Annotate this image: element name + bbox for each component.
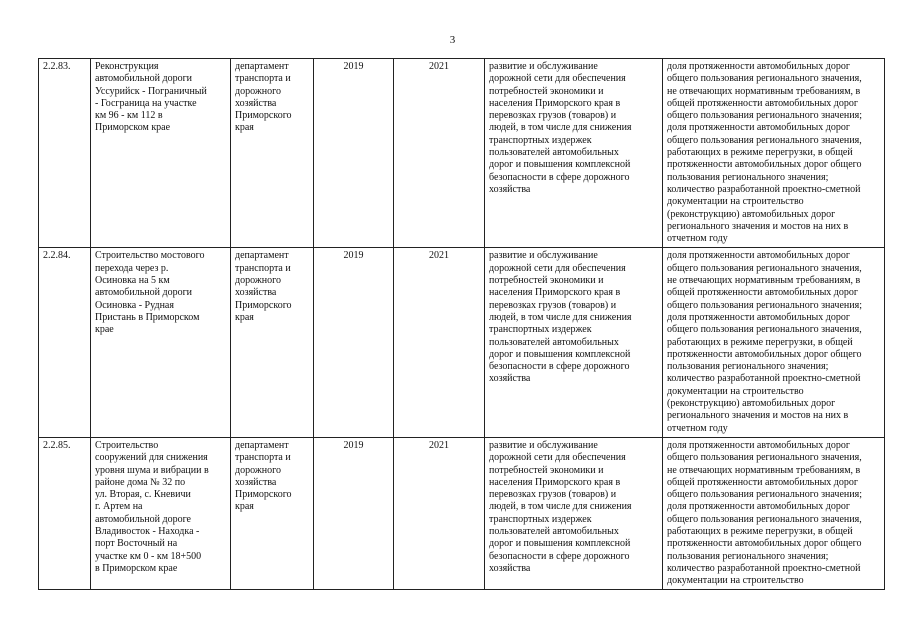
expected-result: развитие и обслуживание дорожной сети для обеспечения потребностей экономики и населения Приморского края в перевозках грузов (товаров) и людей, в том числе для снижения транспортных издержек пользователей автомобильных дорог и повышения комплексной безопасности в сфере дорожного хозяйства [485, 248, 663, 437]
page-number: 3 [449, 34, 456, 46]
end-year: 2021 [394, 437, 485, 590]
end-year: 2021 [394, 248, 485, 437]
start-year: 2019 [314, 437, 394, 590]
expected-result: развитие и обслуживание дорожной сети для обеспечения потребностей экономики и населения Приморского края в перевозках грузов (товаров) и людей, в том числе для снижения транспортных издержек пользователей автомобильных дорог и повышения комплексной безопасности в сфере дорожного хозяйства [485, 59, 663, 248]
responsible-executor: департамент транспорта и дорожного хозяйства Приморского края [231, 59, 314, 248]
end-year: 2021 [394, 59, 485, 248]
start-year: 2019 [314, 248, 394, 437]
row-code: 2.2.83. [39, 59, 91, 248]
responsible-executor: департамент транспорта и дорожного хозяйства Приморского края [231, 248, 314, 437]
program-activities-table [38, 58, 885, 590]
table-row [39, 248, 885, 437]
target-indicators: доля протяженности автомобильных дорог общего пользования регионального значения, не отвечающих нормативным требованиям, в общей протяженности автомобильных дорог общего пользования регионального значения; доля протяженности автомобильных дорог общего пользования регионального значения, работающих в режиме перегрузки, в общей протяженности автомобильных дорог общего пользования регионального значения; количество разработанной проектно-сметной документации на строительство (реконструкцию) автомобильных дорог регионального значения и мостов на них в отчетном году [663, 59, 885, 248]
row-code: 2.2.84. [39, 248, 91, 437]
activity-name: Реконструкция автомобильной дороги Уссурийск - Пограничный - Госграница на участке км 96 - км 112 в Приморском крае [91, 59, 231, 248]
target-indicators: доля протяженности автомобильных дорог общего пользования регионального значения, не отвечающих нормативным требованиям, в общей протяженности автомобильных дорог общего пользования регионального значения; доля протяженности автомобильных дорог общего пользования регионального значения, работающих в режиме перегрузки, в общей протяженности автомобильных дорог общего пользования регионального значения; количество разработанной проектно-сметной документации на строительство [663, 437, 885, 590]
expected-result: развитие и обслуживание дорожной сети для обеспечения потребностей экономики и населения Приморского края в перевозках грузов (товаров) и людей, в том числе для снижения транспортных издержек пользователей автомобильных дорог и повышения комплексной безопасности в сфере дорожного хозяйства [485, 437, 663, 590]
responsible-executor: департамент транспорта и дорожного хозяйства Приморского края [231, 437, 314, 590]
target-indicators: доля протяженности автомобильных дорог общего пользования регионального значения, не отвечающих нормативным требованиям, в общей протяженности автомобильных дорог общего пользования регионального значения; доля протяженности автомобильных дорог общего пользования регионального значения, работающих в режиме перегрузки, в общей протяженности автомобильных дорог общего пользования регионального значения; количество разработанной проектно-сметной документации на строительство (реконструкцию) автомобильных дорог регионального значения и мостов на них в отчетном году [663, 248, 885, 437]
table-row [39, 437, 885, 590]
table-row [39, 59, 885, 248]
activity-name: Строительство сооружений для снижения уровня шума и вибрации в районе дома № 32 по ул. Вторая, с. Кневичи г. Артем на автомобильной дороге Владивосток - Находка - порт Восточный на участке км 0 - км 18+500 в Приморском крае [91, 437, 231, 590]
start-year: 2019 [314, 59, 394, 248]
row-code: 2.2.85. [39, 437, 91, 590]
activity-name: Строительство мостового перехода через р. Осиновка на 5 км автомобильной дороги Осиновка - Рудная Пристань в Приморском крае [91, 248, 231, 437]
